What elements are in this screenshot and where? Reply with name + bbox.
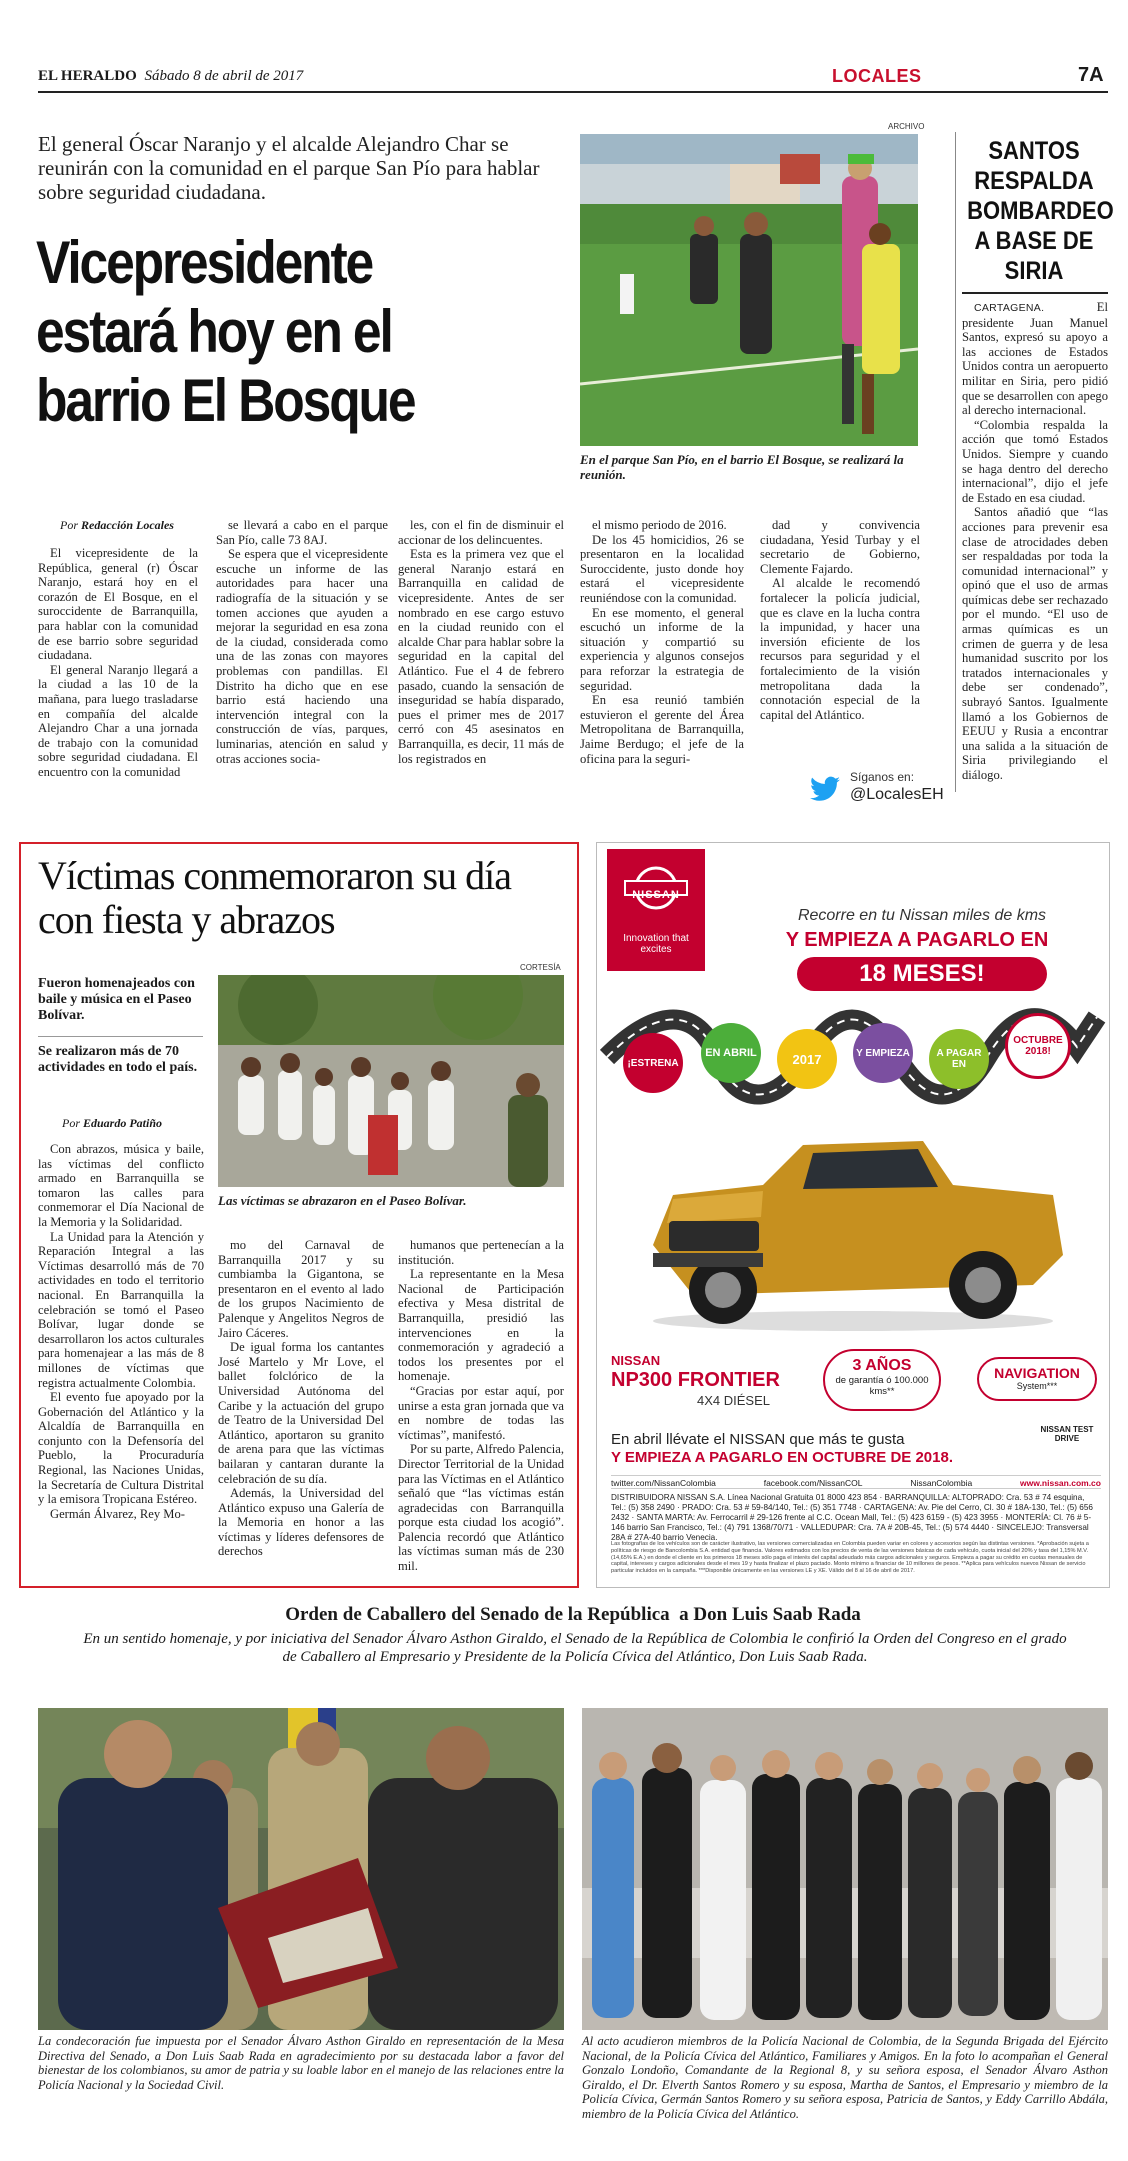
masthead [38,68,303,85]
twitter-label: Síganos en: [850,770,915,784]
sidebar-body: CARTAGENA. El presidente Juan Manuel Santos, expresó su apoyo a las acciones de Estados Unidos contra un aeropuerto militar en Siria, pero pidió que se desarrollen con apego al derecho internacional. “Colombia respalda la acción que tomó Estados Unidos. Siempre y cuando se haga dentro del derecho internacional”, dijo el jefe de Estado en esa ciudad. Santos añadió que “las acciones para prevenir esa clase de atrocidades deben ser respaldadas por toda la comunidad internacional” y opinó que el uso de armas químicas debe ser rechazado por el mundo. “El uso de armas químicas es un crimen de guerra y de lesa humanidad suscrito por los tratados internacionales y debe ser condenado”, subrayó Santos. Igualmente llamó a los Gobiernos de EEUU y Rusia a encontrar una salida a la situación de Siria privilegiando el diálogo. [962,300,1108,782]
section-label: LOCALES [832,66,922,86]
paper-name: EL HERALDO [38,68,137,84]
victims-deck-1: Fueron homenajeados con baile y música en el Paseo Bolívar. [38,976,195,1023]
warranty-big: 3 AÑOS [852,1357,912,1374]
victims-author: Eduardo Patiño [83,1116,163,1130]
nissan-logo-text: NISSAN [632,889,680,901]
road-step-4: Y EMPIEZA [853,1023,913,1083]
page-number: 7A [1078,64,1104,86]
navigation-sub: System*** [1016,1381,1058,1391]
order-caption-left: La condecoración fue impuesta por el Senador Álvaro Asthon Giraldo en representación de la Mesa Directiva del Senado, a Don Luis Saab Rada en agradecimiento por su destacada labor a favor del bienestar de los colombianos, su amor de patria y su loable labor en el manejo de las relaciones entre la Policía Nacional y la Sociedad Civil. [38,2034,564,2092]
victims-photo-credit: CORTESÍA [520,963,561,972]
order-caption-right: Al acto acudieron miembros de la Policía Nacional de Colombia, de la Segunda Brigada del Ejército Nacional, de la Policía Cívica del Atlántico, Familiares y Amigos. En la foto lo acompañan el General Gonzalo Londoño, Comandante de la Regional 8, y su señora esposa, el Senador Álvaro Asthon Giraldo, el Dr. Elverth Santos Romero y su esposa, Martha de Santos, el Empresario y miembro de la Policía Cívica, Germán Santos Romero y su señora esposa, Patricia de Santos, y Eddy Carrillo Abdála, miembro de la Policía Cívica del Atlántico. [582,2034,1108,2121]
lead-photo [580,134,918,446]
lead-caption: En el parque San Pío, en el barrio El Bosque, se realizará la reunión. [580,452,904,482]
paper-date: Sábado 8 de abril de 2017 [144,68,304,84]
lead-photo-credit: ARCHIVO [888,122,925,131]
order-intro: En un sentido homenaje, y por iniciativa del Senador Álvaro Asthon Giraldo, el Senado de la República de Colombia le confirió la Orden del Congreso en el grado de Caballero al Empresario y Presidente de la Policía Cívica del Atlántico, Don Luis Saab Rada. [83,1631,1067,1665]
pickup-truck-image [633,1125,1073,1335]
road-step-3: 2017 [777,1029,837,1089]
road-step-5: A PAGAR EN [929,1029,989,1089]
victims-photo [218,975,564,1187]
navigation-title: NAVIGATION [994,1365,1080,1381]
victims-byline: Por Eduardo Patiño [62,1116,163,1130]
lead-headline: Vicepresidente estará hoy en el barrio El Bosque [36,229,415,434]
nissan-ad [596,842,1110,1588]
dealers-list: DISTRIBUIDORA NISSAN S.A. Línea Nacional Gratuita 01 8000 423 854 · BARRANQUILLA: ALTOPRADO: Cra. 53 # 74 esquina, Tel.: (5) 358 2490 · PRADO: Cra. 53 # 59-84/140, Tel.: (5) 351 7748 · CARTAGENA: Av. Pie del Cerro, Cl. 30 # 18A-130, Tel.: (5) 656 2432 · SANTA MARTA: Av. Ferrocarril # 29-126 frente al C.C. Ocean Mall, Tel.: (5) 423 6159 - (5) 423 3955 · MONTERÍA: Cl. 76 # 5-146 barrio San Francisco, Tel.: (4) 791 1368/70/71 · VALLEDUPAR: Cra. 7A # 20B-45, Tel.: (5) 574 4440 · SINCELEJO: Transversal 28A # 27A-40 barrio Venecia. [611,1493,1093,1542]
lead-col-5: dad y convivencia ciudadana, Yesid Turbay y el secretario de Gobierno, Clemente Fajardo. Al alcalde le recomendó fortalecer la policía judicial, que es clave en la lucha contra la impunidad, y hacer una inversión eficiente de los recursos para seguridad y el fortalecimiento de la visión metropolitana dada la connotación especial de la capital del Atlántico. [760,518,920,722]
road-step-2: EN ABRIL [701,1023,761,1083]
twitter-bird-icon [810,776,840,802]
sidebar-dateline: CARTAGENA. [974,302,1045,314]
header-rule [38,91,1108,93]
test-drive-badge: NISSAN TEST DRIVE [1040,1425,1094,1443]
lead-col-1: El vicepresidente de la República, general (r) Óscar Naranjo, estará hoy en el corazón de El Bosque, en el suroccidente de Barranquilla, para hablar con la comunidad de ese barrio sobre seguridad ciudadana. El general Naranjo llegará a la ciudad a las 10 de la mañana, para luego trasladarse en compañía del alcalde Alejandro Char a una jornada de trabajo con la comunidad sobre seguridad ciudadana. El encuentro con la comunidad [38,546,198,779]
victims-col-1: Con abrazos, música y baile, las víctimas del conflicto armado en Barranquilla se tomaron las calles para conmemorar el Día Nacional de la Memoria y la Solidaridad. La Unidad para la Atención y Reparación Integral a las Víctimas desarrolló más de 70 actividades en todo el territorio nacional. En Barranquilla la celebración se tomó el Paseo Bolívar, lugar donde se desarrollaron los actos culturales para homenajear a las más de 8 millones de víctimas que registra actualmente Colombia. El evento fue apoyado por la Gobernación del Atlántico y la Alcaldía de Barranquilla en conjunto con la Defensoría del Pueblo, la Procuraduría Regional, las Naciones Unidas, la Secretaría de Cultura Distrital y la emisora Tropicana Estéreo. Germán Álvarez, Rey Mo- [38,1142,204,1521]
model-name: NP300 FRONTIER [611,1369,780,1391]
lead-kicker: El general Óscar Naranjo y el alcalde Alejandro Char se reunirán con la comunidad en el parque San Pío para hablar sobre seguridad ciudadana. [38,132,540,204]
sidebar-rule [955,132,956,792]
twitter-handle: @LocalesEH [850,786,944,803]
navigation-badge [977,1357,1097,1401]
warranty-small: de garantía ó 100.000 kms** [835,1375,929,1397]
order-headline: Orden de Caballero del Senado de la República a Don Luis Saab Rada [285,1604,861,1625]
ad-line-1: Recorre en tu Nissan miles de kms [797,907,1047,924]
road-step-1: ¡ESTRENA [623,1033,683,1093]
victims-col-2: mo del Carnaval de Barranquilla 2017 y su cumbiamba la Gigantona, se presentaron en el evento al lado de los grupos Nacimiento de Palenque y Angelitos Negros de Jairo Cáceres. De igual forma los cantantes José Martelo y Mr Love, el ballet folclórico de la Universidad Autónoma del Caribe y la actuación del grupo de Teatro de la Universidad Del Atlántico, aportaron su granito de arena para que las víctimas bailaran y cantaran durante la celebración de su día. Además, la Universidad del Atlántico expuso una Galería de la Memoria en honor a las víctimas y líderes defensores de derechos [218,1238,384,1559]
social-facebook[interactable]: facebook.com/NissanCOL [763,1478,863,1488]
social-twitter[interactable]: twitter.com/NissanColombia [611,1478,716,1488]
ad-line-2: Y EMPIEZA A PAGARLO EN [785,929,1049,951]
nissan-tagline: Innovation that excites [623,933,689,955]
lead-byline: Por Redacción Locales [60,518,174,532]
warranty-badge [823,1349,941,1411]
deck-rule [38,1036,203,1037]
victims-caption: Las víctimas se abrazaron en el Paseo Bolívar. [218,1193,467,1208]
order-photo-right [582,1708,1108,2030]
sidebar-headline: SANTOS RESPALDA BOMBARDEO A BASE DE SIRIA [967,137,1114,285]
lead-col-3: les, con el fin de disminuir el accionar de los delincuentes. Esta es la primera vez que el general Naranjo estará en Barranquilla en calidad de vicepresidente. Antes de ser nombrado en ese cargo estuvo en la ciudad reunido con el alcalde Char para hablar sobre la seguridad en la capital del Atlántico. Fue el 4 de febrero pasado, cuando la sensación de inseguridad se había disparado, pues el primer mes de 2017 cerró con 45 asesinatos en Barranquilla, es decir, 11 más de los registrados en [398,518,564,766]
ad-line-3: 18 MESES! [797,957,1047,991]
social-row [611,1475,1101,1489]
social-instagram[interactable]: NissanColombia [910,1478,973,1488]
promo-line-2: Y EMPIEZA A PAGARLO EN OCTUBRE DE 2018. [611,1449,954,1466]
nissan-logo-block [607,849,705,971]
order-photo-left [38,1708,564,2030]
victims-deck-2: Se realizaron más de 70 actividades en todo el país. [38,1044,198,1075]
sidebar-divider [962,292,1108,294]
promo-line-1: En abril llévate el NISSAN que más te gusta [611,1431,905,1448]
victims-headline: Víctimas conmemoraron su día con fiesta y abrazos [38,853,511,942]
road-step-6: OCTUBRE 2018! [1005,1013,1071,1079]
lead-author: Redacción Locales [81,518,174,532]
model-brand: NISSAN [611,1353,661,1368]
victims-col-3: humanos que pertenecían a la institución. La representante en la Mesa Nacional de Participación efectiva y Mesa distrital de Barranquilla, presidió las intervenciones en la conmemoración y agradeció a todos los presentes por el homenaje. “Gracias por estar aquí, por unirse a esta gran jornada que va en nombre de todas las víctimas”, manifestó. Por su parte, Alfredo Palencia, Director Territorial de la Unidad para las Víctimas en el Atlántico señaló que “las víctimas están agradecidas con Barranquilla porque esta ciudad los acogió”. Palencia recordó que Atlántico las víctimas suman más de 230 mil. [398,1238,564,1574]
nissan-logo-icon [621,863,691,913]
lead-col-4: el mismo periodo de 2016. De los 45 homicidios, 26 se presentaron en la localidad Suroccidente, justo donde hoy estará el vicepresidente reuniéndose con la comunidad. En ese momento, el general escuchó un informe de la situación y compartió su experiencia y algunos consejos para reforzar la estrategia de seguridad. En esa reunió también estuvieron el gerente del Área Metropolitana de Barranquilla, Jaime Berdugo; el jefe de la oficina para la seguri- [580,518,744,766]
ad-legal: Las fotografías de los vehículos son de carácter ilustrativo, las versiones comercializadas en Colombia pueden variar en colores y accesorios según las distintas versiones. *Aprobación sujeta a políticas de riesgo de Bancolombia S.A. entidad que financia. Valores estimados con los precios de venta de las versiones básicas de cada vehículo, cuota inicial del 20% y tasa del 1,15% M.V. (14,65% E.A.) en donde el cliente en los primeros 18 meses sólo paga el interés del capital adeudado más cargos adicionales y seguros. Empieza a pagar su crédito en cuotas mensuales de capital, intereses y cargos adicionales desde el mes 19 y hasta finalizar el plazo pactado. Monto mínimo a financiar de 10 millones de pesos. **Aplica para vehículos nuevos Nissan de servicio particular incluidos en la campaña. ***Disponible únicamente en las versiones LE y XE. Válido del 8 al 16 de abril de 2017. [611,1541,1089,1575]
lead-col-2: se llevará a cabo en el parque San Pío, calle 73 8AJ. Se espera que el vicepresidente escuche un informe de las autoridades para hacer una radiografía de la situación y se tomen acciones que ayuden a mejorar la seguridad en esa zona de la ciudad, considerada como una de las zonas con mayores problemas con pandillas. El Distrito ha dicho que en ese barrio está haciendo una intervención integral con la construcción de vías, parques, luminarias, atención en salud y otras acciones socia- [216,518,388,766]
model-sub: 4X4 DIÉSEL [697,1393,770,1408]
twitter-block [810,768,950,808]
social-web[interactable]: www.nissan.com.co [1020,1478,1101,1488]
